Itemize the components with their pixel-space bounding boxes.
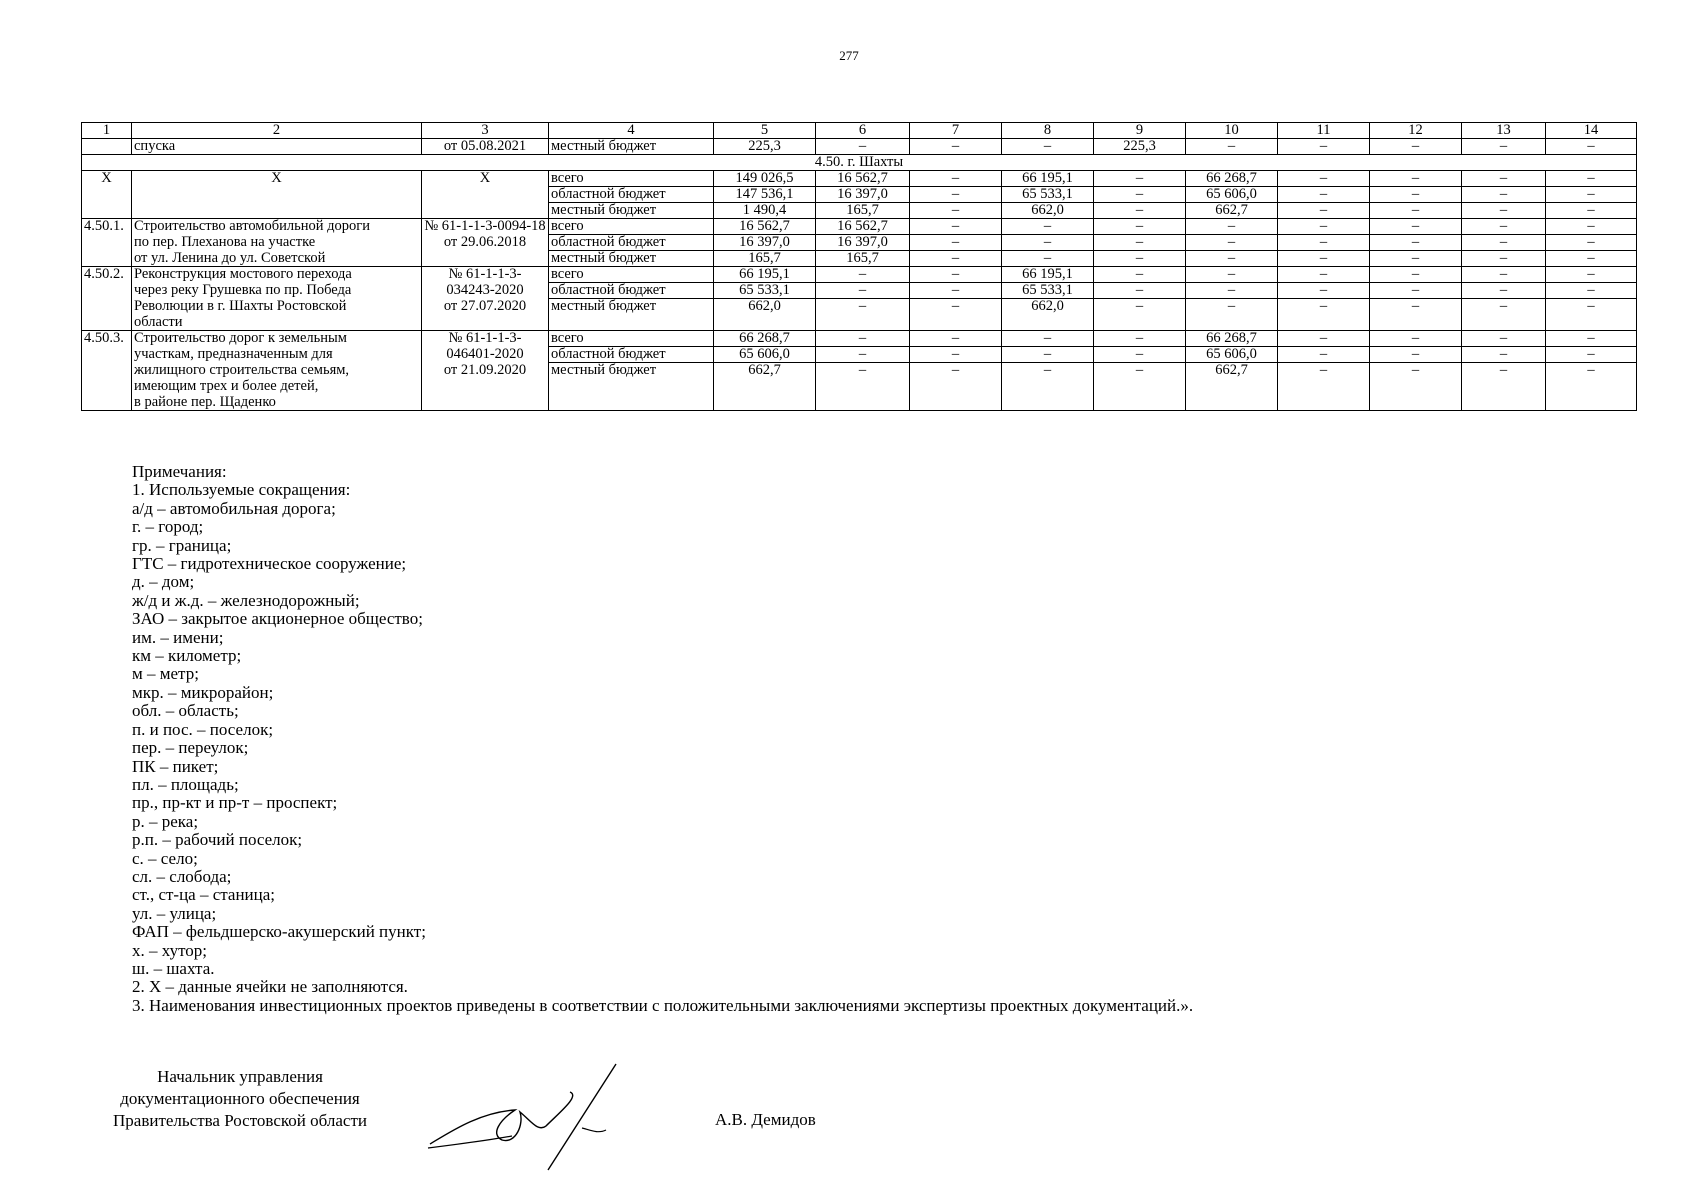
table-cell: 662,0	[1002, 203, 1094, 219]
note-line: п. и пос. – поселок;	[132, 719, 274, 739]
table-cell	[82, 235, 132, 251]
table-cell: –	[1546, 187, 1637, 203]
note-line: ПК – пикет;	[132, 756, 219, 776]
table-cell: –	[1370, 299, 1462, 315]
table-cell: –	[1094, 363, 1186, 379]
column-header: 9	[1094, 123, 1186, 139]
table-cell: –	[910, 219, 1002, 235]
table-cell: от 05.08.2021	[422, 139, 549, 155]
table-cell: –	[1370, 187, 1462, 203]
table-cell: –	[1278, 139, 1370, 155]
table-cell: 16 397,0	[714, 235, 816, 251]
table-cell: 16 562,7	[816, 171, 910, 187]
table-cell	[714, 379, 816, 395]
table-cell: 4.50.2.	[82, 267, 132, 283]
table-cell: –	[910, 331, 1002, 347]
table-cell: местный бюджет	[549, 251, 714, 267]
column-header: 3	[422, 123, 549, 139]
table-cell	[1278, 395, 1370, 411]
table-cell	[82, 315, 132, 331]
table-row	[82, 283, 1637, 299]
table-cell	[714, 315, 816, 331]
table-cell: –	[1462, 219, 1546, 235]
table-cell: 16 562,7	[714, 219, 816, 235]
column-header: 14	[1546, 123, 1637, 139]
table-cell: от 21.09.2020	[422, 363, 549, 379]
table-cell	[422, 203, 549, 219]
table-cell: 66 268,7	[714, 331, 816, 347]
table-cell: 65 606,0	[714, 347, 816, 363]
table-cell: –	[1462, 203, 1546, 219]
table-cell: –	[910, 235, 1002, 251]
table-cell: –	[1462, 267, 1546, 283]
table-cell: Революции в г. Шахты Ростовской	[132, 299, 422, 315]
table-cell: –	[816, 267, 910, 283]
column-header: 5	[714, 123, 816, 139]
table-cell: –	[1186, 299, 1278, 315]
table-cell	[910, 315, 1002, 331]
table-cell: 65 533,1	[1002, 187, 1094, 203]
table-cell: всего	[549, 171, 714, 187]
table-cell	[1278, 315, 1370, 331]
table-cell: местный бюджет	[549, 363, 714, 379]
table-cell	[422, 379, 549, 395]
column-header: 11	[1278, 123, 1370, 139]
note-line: пл. – площадь;	[132, 774, 239, 794]
table-cell: от 29.06.2018	[422, 235, 549, 251]
note-line: р.п. – рабочий поселок;	[132, 830, 303, 850]
table-cell: 662,0	[1002, 299, 1094, 315]
table-cell: 66 268,7	[1186, 331, 1278, 347]
table-cell	[1546, 315, 1637, 331]
table-cell: –	[1278, 363, 1370, 379]
table-cell: –	[1094, 171, 1186, 187]
table-cell: областной бюджет	[549, 347, 714, 363]
table-cell: –	[1186, 219, 1278, 235]
notes-block	[132, 463, 1193, 1015]
table-cell: –	[1546, 251, 1637, 267]
table-cell: –	[1094, 219, 1186, 235]
note-line: сл. – слобода;	[132, 866, 232, 886]
table-row	[82, 331, 1637, 347]
table-row	[82, 251, 1637, 267]
table-row	[82, 347, 1637, 363]
table-cell: 66 195,1	[1002, 171, 1094, 187]
note-line: пр., пр-кт и пр-т – проспект;	[132, 793, 338, 813]
table-cell	[82, 299, 132, 315]
table-cell: –	[1002, 331, 1094, 347]
table-cell: –	[1278, 283, 1370, 299]
signatory-title	[80, 1066, 400, 1132]
table-cell	[132, 187, 422, 203]
table-cell: –	[1462, 283, 1546, 299]
table-cell	[1462, 379, 1546, 395]
table-cell: 66 195,1	[1002, 267, 1094, 283]
signatory-title-line: документационного обеспечения	[120, 1089, 360, 1108]
table-cell	[82, 347, 132, 363]
table-cell	[1094, 395, 1186, 411]
table-cell: –	[1546, 235, 1637, 251]
table-cell: –	[1278, 299, 1370, 315]
table-row	[82, 187, 1637, 203]
table-cell: всего	[549, 219, 714, 235]
table-cell: –	[1002, 235, 1094, 251]
note-line: ГТС – гидротехническое сооружение;	[132, 554, 407, 574]
table-cell	[422, 187, 549, 203]
handwritten-signature	[420, 1052, 640, 1172]
table-cell: –	[816, 299, 910, 315]
note-line: м – метр;	[132, 664, 199, 684]
table-cell: –	[910, 203, 1002, 219]
table-row	[82, 219, 1637, 235]
note-line: ФАП – фельдшерско-акушерский пункт;	[132, 922, 426, 942]
table-row	[82, 235, 1637, 251]
table-cell: 66 195,1	[714, 267, 816, 283]
table-cell: 225,3	[1094, 139, 1186, 155]
table-cell	[82, 203, 132, 219]
table-cell: –	[816, 347, 910, 363]
table-cell: –	[910, 347, 1002, 363]
column-header: 13	[1462, 123, 1546, 139]
table-cell: –	[1546, 139, 1637, 155]
table-cell: –	[1094, 331, 1186, 347]
column-header: 4	[549, 123, 714, 139]
table-cell: 662,0	[714, 299, 816, 315]
table-cell: местный бюджет	[549, 299, 714, 315]
table-cell: –	[910, 283, 1002, 299]
table-cell: № 61-1-1-3-	[422, 267, 549, 283]
table-cell: –	[1278, 235, 1370, 251]
table-cell: –	[1370, 283, 1462, 299]
note-line: 3. Наименования инвестиционных проектов приведены в соответствии с положительными заключениями экспертизы проектных документаций.».	[132, 995, 1194, 1015]
table-cell: имеющим трех и более детей,	[132, 379, 422, 395]
table-cell: 165,7	[816, 251, 910, 267]
table-cell: 65 606,0	[1186, 347, 1278, 363]
table-cell: –	[1462, 347, 1546, 363]
table-cell	[422, 395, 549, 411]
note-line: км – километр;	[132, 646, 242, 666]
note-line: ж/д и ж.д. – железнодорожный;	[132, 590, 360, 610]
table-cell	[82, 395, 132, 411]
table-cell: спуска	[132, 139, 422, 155]
investment-table	[81, 122, 1637, 411]
note-line: ст., ст-ца – станица;	[132, 885, 276, 905]
table-cell: –	[816, 331, 910, 347]
table-cell	[1094, 315, 1186, 331]
table-cell	[1186, 379, 1278, 395]
table-cell: Строительство дорог к земельным	[132, 331, 422, 347]
table-cell: –	[1186, 139, 1278, 155]
table-cell	[82, 283, 132, 299]
note-line: 1. Используемые сокращения:	[132, 480, 351, 500]
note-line: гр. – граница;	[132, 535, 232, 555]
table-row	[82, 171, 1637, 187]
table-cell: –	[1186, 283, 1278, 299]
table-cell: –	[1094, 267, 1186, 283]
table-cell	[1186, 395, 1278, 411]
table-cell: в районе пер. Щаденко	[132, 395, 422, 411]
table-cell: 65 533,1	[1002, 283, 1094, 299]
table-cell: 662,7	[1186, 363, 1278, 379]
table-cell	[132, 203, 422, 219]
table-cell: –	[1094, 299, 1186, 315]
table-cell: 034243-2020	[422, 283, 549, 299]
note-line: 2. X – данные ячейки не заполняются.	[132, 977, 408, 997]
table-cell: –	[1462, 235, 1546, 251]
table-cell: –	[1278, 331, 1370, 347]
table-cell: 1 490,4	[714, 203, 816, 219]
table-cell: –	[1094, 187, 1186, 203]
table-cell: –	[910, 187, 1002, 203]
table-cell: 16 397,0	[816, 187, 910, 203]
table-cell	[910, 395, 1002, 411]
table-cell	[1462, 395, 1546, 411]
note-line: х. – хутор;	[132, 940, 208, 960]
table-row	[82, 299, 1637, 315]
table-cell: X	[82, 171, 132, 187]
column-header: 12	[1370, 123, 1462, 139]
table-cell: 4.50.1.	[82, 219, 132, 235]
column-header: 2	[132, 123, 422, 139]
table-cell: –	[816, 363, 910, 379]
table-cell: –	[1094, 203, 1186, 219]
table-cell	[549, 379, 714, 395]
table-cell: –	[1546, 283, 1637, 299]
table-row	[82, 315, 1637, 331]
table-cell: –	[1278, 347, 1370, 363]
table-cell: –	[1546, 299, 1637, 315]
table-cell: 165,7	[714, 251, 816, 267]
table-cell: –	[1546, 331, 1637, 347]
note-line: а/д – автомобильная дорога;	[132, 498, 336, 518]
table-cell: –	[910, 171, 1002, 187]
table-cell: –	[1278, 171, 1370, 187]
table-row	[82, 123, 1637, 139]
table-cell: –	[1278, 187, 1370, 203]
table-cell: –	[1278, 203, 1370, 219]
note-line: д. – дом;	[132, 572, 195, 592]
table-cell: 046401-2020	[422, 347, 549, 363]
table-cell: 662,7	[1186, 203, 1278, 219]
table-cell: –	[1462, 171, 1546, 187]
table-cell: X	[422, 171, 549, 187]
table-cell: местный бюджет	[549, 139, 714, 155]
table-cell: –	[1370, 139, 1462, 155]
table-cell	[82, 187, 132, 203]
note-line: Примечания:	[132, 462, 227, 481]
table-cell: –	[910, 299, 1002, 315]
note-line: г. – город;	[132, 517, 204, 537]
column-header: 8	[1002, 123, 1094, 139]
table-cell: –	[1370, 203, 1462, 219]
table-cell	[1186, 315, 1278, 331]
table-cell	[1370, 315, 1462, 331]
table-cell: 662,7	[714, 363, 816, 379]
table-row	[82, 203, 1637, 219]
column-header: 7	[910, 123, 1002, 139]
table-cell: всего	[549, 267, 714, 283]
table-cell: через реку Грушевка по пр. Победа	[132, 283, 422, 299]
table-cell	[1002, 379, 1094, 395]
table-cell: –	[1094, 251, 1186, 267]
table-cell: 4.50.3.	[82, 331, 132, 347]
table-cell: –	[1278, 251, 1370, 267]
table-cell: всего	[549, 331, 714, 347]
table-cell	[910, 379, 1002, 395]
table-cell: –	[1462, 299, 1546, 315]
table-cell: областной бюджет	[549, 283, 714, 299]
table-cell: –	[1002, 219, 1094, 235]
table-cell	[82, 379, 132, 395]
table-cell: –	[1370, 267, 1462, 283]
table-cell: 165,7	[816, 203, 910, 219]
table-cell: области	[132, 315, 422, 331]
table-cell	[82, 363, 132, 379]
table-cell: 66 268,7	[1186, 171, 1278, 187]
table-cell: –	[1370, 219, 1462, 235]
table-cell: –	[1546, 363, 1637, 379]
table-cell: № 61-1-1-3-	[422, 331, 549, 347]
table-cell: –	[1370, 171, 1462, 187]
table-cell: 65 606,0	[1186, 187, 1278, 203]
table-cell: –	[910, 267, 1002, 283]
table-cell: Реконструкция мостового перехода	[132, 267, 422, 283]
table-cell: от 27.07.2020	[422, 299, 549, 315]
table-cell: –	[1546, 171, 1637, 187]
column-header: 6	[816, 123, 910, 139]
note-line: с. – село;	[132, 848, 198, 868]
table-cell	[422, 315, 549, 331]
table-cell: 16 397,0	[816, 235, 910, 251]
table-cell: –	[1546, 203, 1637, 219]
table-cell: 149 026,5	[714, 171, 816, 187]
note-line: ш. – шахта.	[132, 958, 215, 978]
table-cell	[1278, 379, 1370, 395]
table-cell	[816, 395, 910, 411]
table-cell	[1002, 395, 1094, 411]
table-cell: от ул. Ленина до ул. Советской	[132, 251, 422, 267]
page-number: 277	[839, 48, 859, 63]
table-cell: –	[816, 139, 910, 155]
table-cell	[1002, 315, 1094, 331]
table-cell: –	[1094, 347, 1186, 363]
table-cell: –	[1370, 347, 1462, 363]
table-cell	[82, 139, 132, 155]
table-cell	[1546, 379, 1637, 395]
table-cell	[1546, 395, 1637, 411]
table-cell	[1370, 379, 1462, 395]
table-cell: –	[1002, 251, 1094, 267]
table-cell	[82, 251, 132, 267]
note-line: обл. – область;	[132, 701, 239, 721]
table-cell	[1462, 315, 1546, 331]
table-cell	[816, 379, 910, 395]
table-row	[82, 363, 1637, 379]
table-cell: –	[816, 283, 910, 299]
table-cell: –	[1462, 363, 1546, 379]
table-cell: –	[1370, 363, 1462, 379]
table-row	[82, 155, 1637, 171]
table-cell: –	[1370, 251, 1462, 267]
note-line: пер. – переулок;	[132, 738, 249, 758]
note-line: им. – имени;	[132, 627, 224, 647]
table-cell: –	[910, 251, 1002, 267]
table-cell	[1370, 395, 1462, 411]
note-line: р. – река;	[132, 811, 199, 831]
table-cell: –	[1186, 235, 1278, 251]
table-cell: –	[1462, 331, 1546, 347]
table-row	[82, 139, 1637, 155]
table-cell: –	[1002, 347, 1094, 363]
table-cell	[1094, 379, 1186, 395]
table-cell: местный бюджет	[549, 203, 714, 219]
table-cell: 65 533,1	[714, 283, 816, 299]
table-cell: –	[1546, 267, 1637, 283]
note-line: ЗАО – закрытое акционерное общество;	[132, 609, 423, 629]
table-cell: –	[1094, 235, 1186, 251]
column-header: 1	[82, 123, 132, 139]
table-cell: –	[1462, 139, 1546, 155]
signatory-name: А.В. Демидов	[715, 1110, 816, 1129]
table-cell: по пер. Плеханова на участке	[132, 235, 422, 251]
signatory-title-line: Правительства Ростовской области	[113, 1111, 367, 1130]
table-row	[82, 267, 1637, 283]
table-cell: 225,3	[714, 139, 816, 155]
table-row	[82, 379, 1637, 395]
table-cell: –	[1462, 251, 1546, 267]
table-cell: –	[1546, 219, 1637, 235]
table-cell: областной бюджет	[549, 235, 714, 251]
table-row	[82, 395, 1637, 411]
section-title: 4.50. г. Шахты	[82, 155, 1637, 171]
table-cell: –	[1186, 251, 1278, 267]
table-cell	[422, 251, 549, 267]
table-cell: –	[1278, 219, 1370, 235]
table-cell: 16 562,7	[816, 219, 910, 235]
table-cell: участкам, предназначенным для	[132, 347, 422, 363]
table-cell: –	[1002, 139, 1094, 155]
table-cell	[549, 395, 714, 411]
note-line: мкр. – микрорайон;	[132, 682, 274, 702]
table-cell: областной бюджет	[549, 187, 714, 203]
table-cell: X	[132, 171, 422, 187]
table-cell: –	[1278, 267, 1370, 283]
table-cell: –	[910, 363, 1002, 379]
table-cell: 147 536,1	[714, 187, 816, 203]
table-cell	[816, 315, 910, 331]
table-cell: –	[1370, 235, 1462, 251]
note-line: ул. – улица;	[132, 903, 217, 923]
signatory-title-line: Начальник управления	[157, 1067, 323, 1086]
table-cell: –	[1094, 283, 1186, 299]
column-header: 10	[1186, 123, 1278, 139]
table-cell: –	[1546, 347, 1637, 363]
table-cell: –	[1002, 363, 1094, 379]
table-cell: –	[1370, 331, 1462, 347]
table-cell: № 61-1-1-3-0094-18	[422, 219, 549, 235]
table-cell: –	[910, 139, 1002, 155]
table-cell: жилищного строительства семьям,	[132, 363, 422, 379]
table-cell: Строительство автомобильной дороги	[132, 219, 422, 235]
table-cell: –	[1186, 267, 1278, 283]
table-cell	[714, 395, 816, 411]
table-cell: –	[1462, 187, 1546, 203]
table-cell	[549, 315, 714, 331]
